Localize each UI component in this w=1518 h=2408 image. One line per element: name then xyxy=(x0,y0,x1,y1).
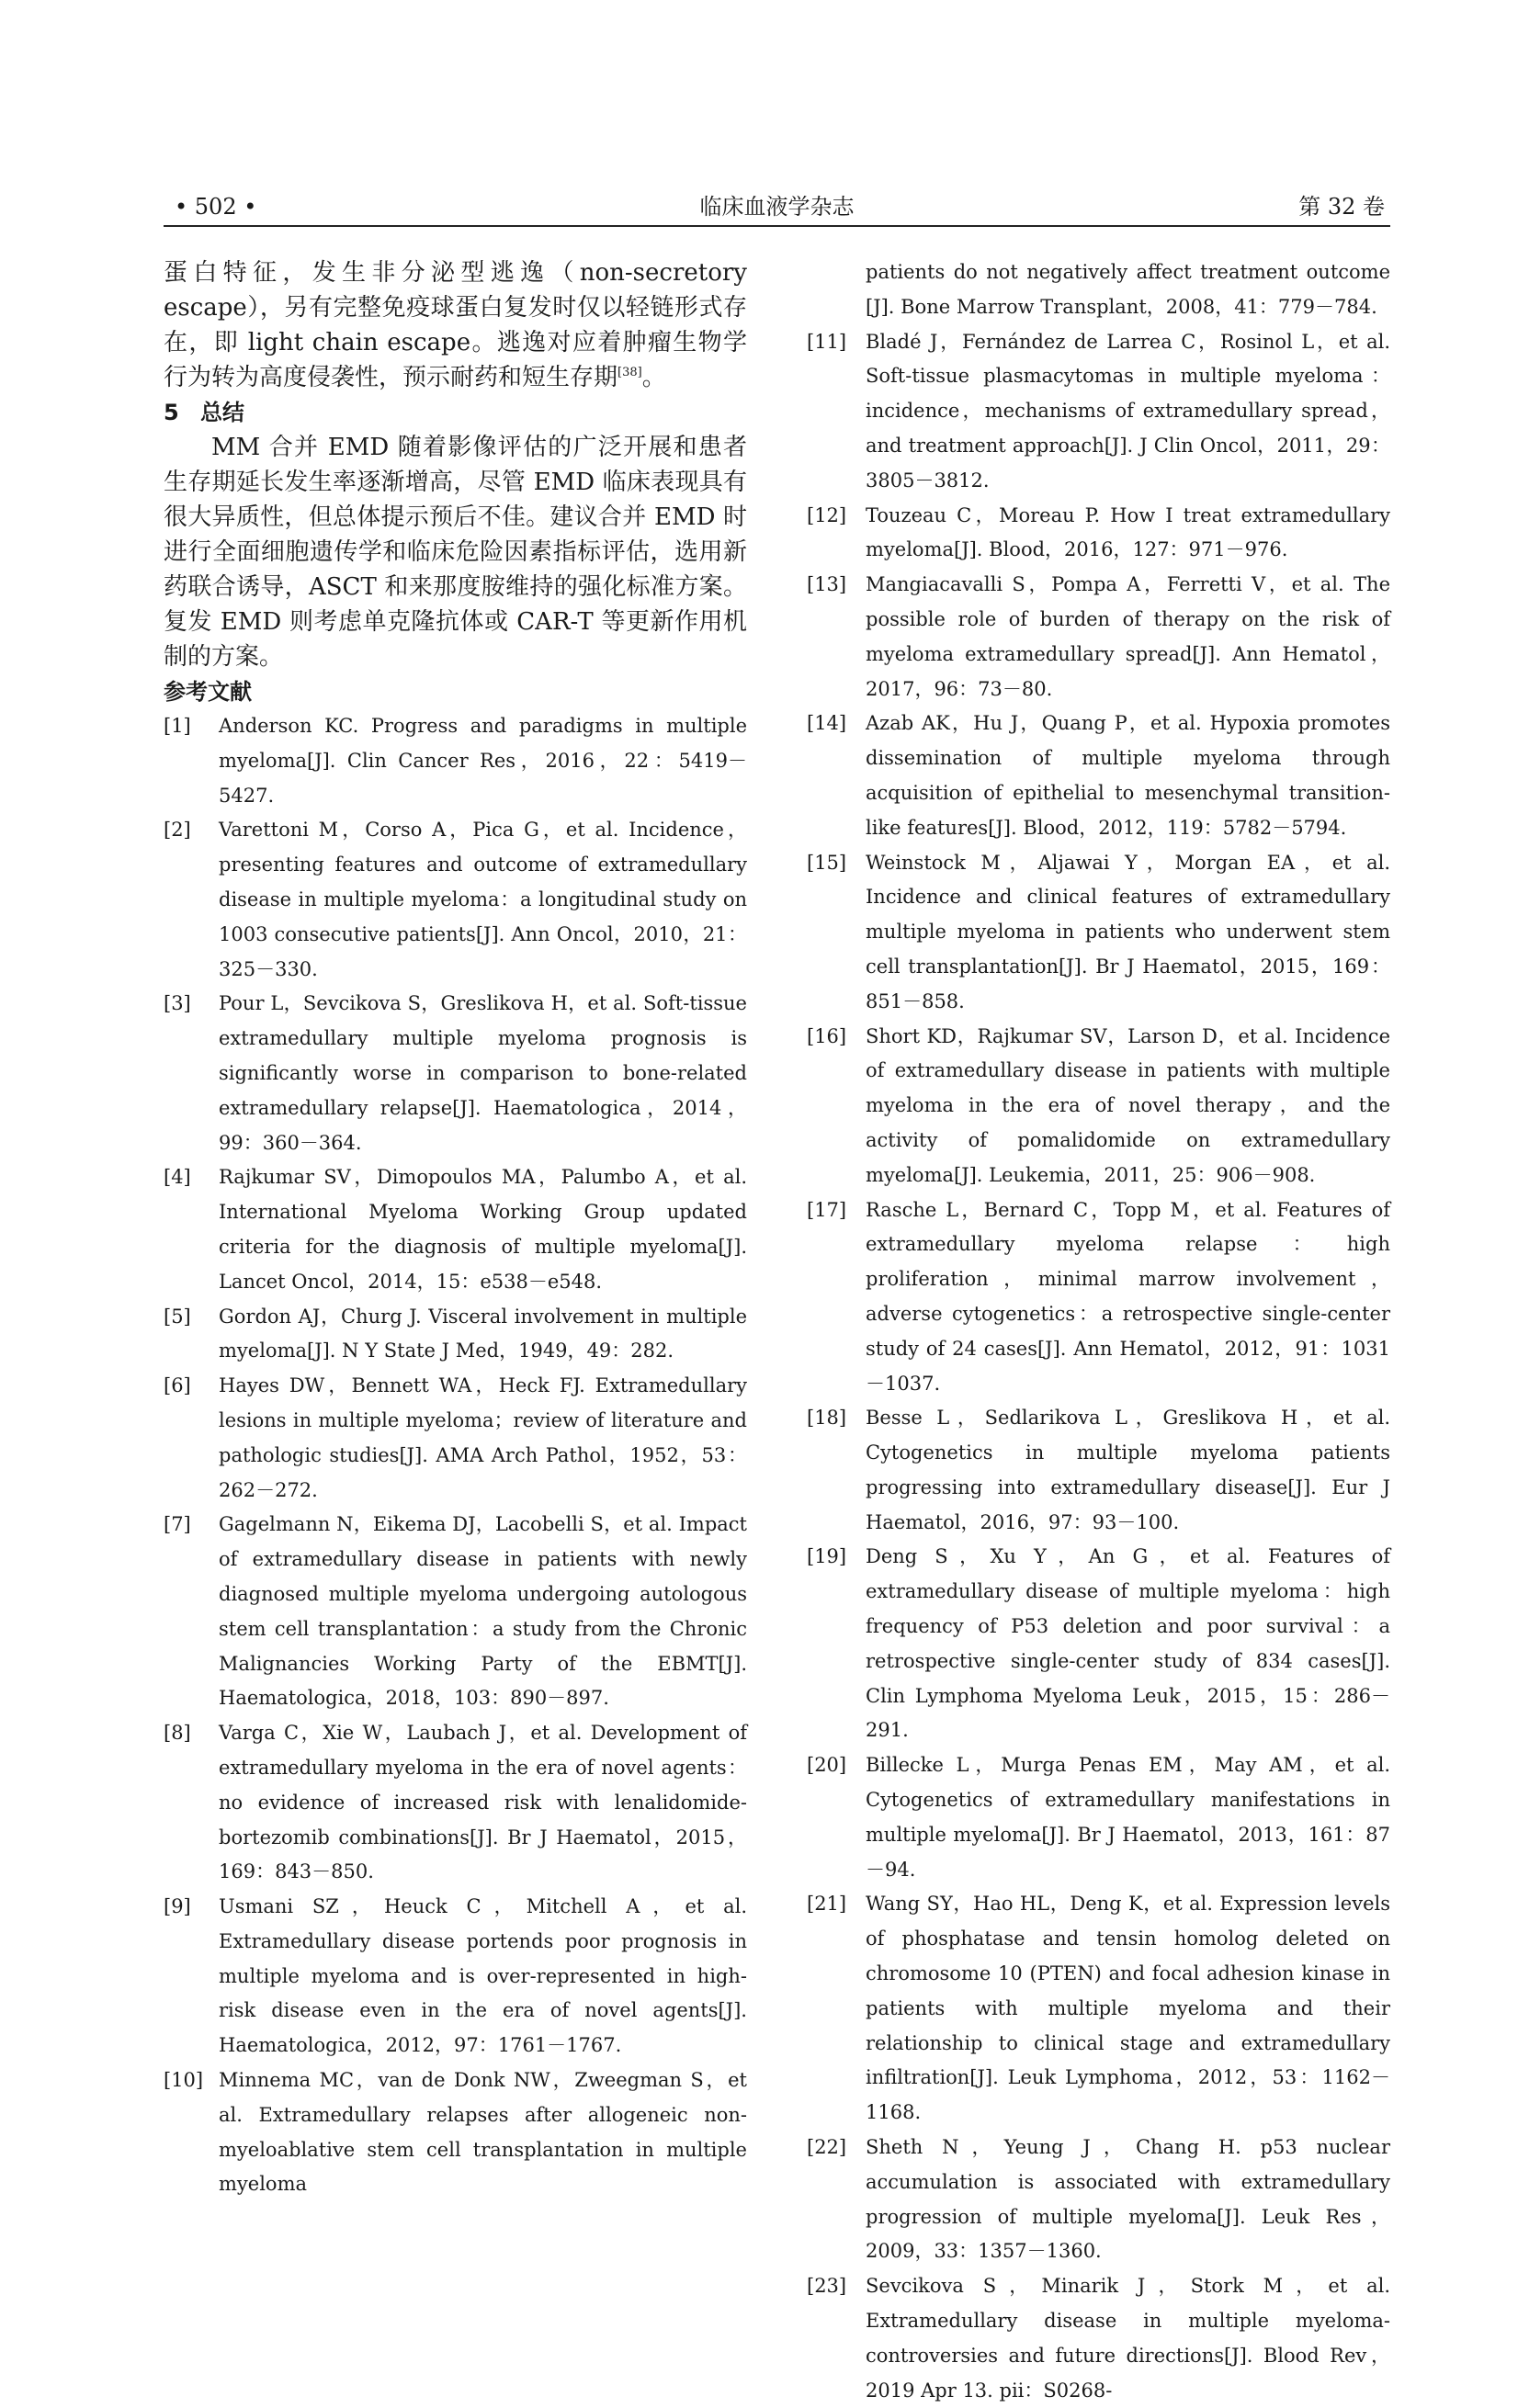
reference-text: Hayes DW，Bennett WA，Heck FJ. Extramedullary lesions in multiple myeloma；review of literature and pathologic studies[J]. AMA Arch Pathol，1952，53：262－272. xyxy=(219,1374,747,1501)
reference-text: Rajkumar SV，Dimopoulos MA，Palumbo A，et al. International Myeloma Working Group updated criteria for the diagnosis of multiple myeloma[J]. Lancet Oncol，2014，15：e538－e548. xyxy=(219,1166,747,1293)
reference-number: [19] xyxy=(807,1545,847,1568)
reference-text: Sheth N，Yeung J，Chang H. p53 nuclear accumulation is associated with extramedullary progression of multiple myeloma[J]. Leuk Res，2009，33：1357－1360. xyxy=(866,2136,1390,2263)
reference-text: Touzeau C，Moreau P. How I treat extramedullary myeloma[J]. Blood，2016，127：971－976. xyxy=(866,503,1390,561)
reference-text: Besse L，Sedlarikova L，Greslikova H，et al. Cytogenetics in multiple myeloma patients progressing into extramedullary disease[J]. Eur J Haematol，2016，97：93－100. xyxy=(866,1407,1390,1533)
summary-paragraph: MM 合并 EMD 随着影像评估的广泛开展和患者生存期延长发生率逐渐增高，尽管 EMD 临床表现具有很大异质性，但总体提示预后不佳。建议合并 EMD 时进行全面细胞遗传学和临床危险因素指标评估，选用新药联合诱导，ASCT 和来那度胺维持的强化标准方案。复发 EMD 则考虑单克隆抗体或 CAR-T 等更新作用机制的方案。 xyxy=(164,434,747,671)
section-title: 总结 xyxy=(200,400,244,425)
reference-number: [9] xyxy=(164,1895,191,1918)
reference-item xyxy=(164,1300,747,1370)
reference-text: Anderson KC. Progress and paradigms in multiple myeloma[J]. Clin Cancer Res，2016，22：5419－5427. xyxy=(219,715,747,807)
reference-text: Deng S，Xu Y，An G，et al. Features of extramedullary disease of multiple myeloma：high frequency of P53 deletion and poor survival：a retrospective single-center study of 834 cases[J]. Clin Lymphoma Myeloma Leuk，2015，15：286－291. xyxy=(866,1545,1390,1742)
reference-text: Varga C，Xie W，Laubach J，et al. Development of extramedullary myeloma in the era of novel agents：no evidence of increased risk with lenalidomide-bortezomib combinations[J]. Br J Haematol，2015，169：843－850. xyxy=(219,1722,747,1883)
reference-item xyxy=(164,987,747,1160)
section-heading xyxy=(164,395,747,430)
reference-number: [22] xyxy=(807,2136,847,2159)
reference-number: [8] xyxy=(164,1722,191,1745)
reference-number: [6] xyxy=(164,1374,191,1397)
reference-number: [23] xyxy=(807,2275,847,2298)
reference-item xyxy=(164,1890,747,2063)
reference-item xyxy=(807,1193,1390,1402)
reference-number: [3] xyxy=(164,992,191,1015)
reference-item xyxy=(807,1887,1390,2131)
references-list-left xyxy=(164,709,747,2202)
reference-text: Gordon AJ，Churg J. Visceral involvement in multiple myeloma[J]. N Y State J Med，1949，49：282. xyxy=(219,1305,747,1362)
citation-marker: [38] xyxy=(617,366,642,379)
reference-number: [20] xyxy=(807,1754,847,1777)
reference-text: Minnema MC，van de Donk NW，Zweegman S，et al. Extramedullary relapses after allogeneic non-myeloablative stem cell transplantation in multiple myeloma xyxy=(219,2069,747,2196)
reference-text: Short KD，Rajkumar SV，Larson D，et al. Incidence of extramedullary disease in patients with multiple myeloma in the era of novel therapy，and the activity of pomalidomide on extramedullary myeloma[J]. Leukemia，2011，25：906－908. xyxy=(866,1024,1390,1186)
reference-item xyxy=(807,846,1390,1020)
reference-text: Billecke L，Murga Penas EM，May AM，et al. Cytogenetics of extramedullary manifestations in multiple myeloma[J]. Br J Haematol，2013，161：87－94. xyxy=(866,1754,1390,1881)
reference-item xyxy=(164,1160,747,1299)
reference-item xyxy=(807,499,1390,569)
reference-number: [16] xyxy=(807,1024,847,1047)
left-column xyxy=(164,255,747,2196)
reference-text: Azab AK，Hu J，Quang P，et al. Hypoxia promotes dissemination of multiple myeloma through acquisition of epithelial to mesenchymal transition-like features[J]. Blood，2012，119：5782－5794. xyxy=(866,712,1390,839)
reference-item xyxy=(164,1508,747,1716)
references-list-right xyxy=(807,325,1390,2408)
volume-label: 第 32 卷 xyxy=(1298,194,1385,220)
reference-item xyxy=(164,2063,747,2202)
right-column xyxy=(807,255,1390,2402)
reference-number: [7] xyxy=(164,1513,191,1536)
reference-continuation: patients do not negatively affect treatment outcome [J]. Bone Marrow Transplant，2008，41：779－784. xyxy=(866,261,1390,318)
reference-number: [1] xyxy=(164,715,191,737)
reference-item xyxy=(807,1540,1390,1748)
reference-number: [10] xyxy=(164,2069,204,2092)
reference-item xyxy=(164,813,747,987)
reference-number: [14] xyxy=(807,712,847,735)
reference-item xyxy=(807,2269,1390,2408)
reference-item xyxy=(807,707,1390,845)
reference-number: [21] xyxy=(807,1893,847,1916)
reference-item xyxy=(807,1020,1390,1193)
journal-title: 临床血液学杂志 xyxy=(699,194,855,220)
reference-number: [2] xyxy=(164,819,191,842)
body-paragraph-continued: 蛋白特征，发生非分泌型逃逸（non-secretory escape），另有完整免疫球蛋白复发时仅以轻链形式存在，即 light chain escape。逃逸对应着肿瘤生物学行为转为高度侵袭性，预示耐药和短生存期[38]。 xyxy=(164,259,747,391)
reference-number: [11] xyxy=(807,330,847,353)
reference-number: [15] xyxy=(807,851,847,874)
reference-item xyxy=(807,2131,1390,2269)
reference-text: Sevcikova S，Minarik J，Stork M，et al. Extramedullary disease in multiple myeloma-controversies and future directions[J]. Blood Rev，2019 Apr 13. pii：S0268- xyxy=(866,2275,1390,2402)
reference-number: [13] xyxy=(807,573,847,596)
reference-text: Wang SY，Hao HL，Deng K，et al. Expression levels of phosphatase and tensin homolog deleted on chromosome 10 (PTEN) and focal adhesion kinase in patients with multiple myeloma and their relationship to clinical stage and extramedullary infiltration[J]. Leuk Lymphoma，2012，53：1162－1168. xyxy=(866,1893,1390,2124)
reference-item xyxy=(807,325,1390,499)
reference-number: [5] xyxy=(164,1305,191,1328)
reference-text: Mangiacavalli S，Pompa A，Ferretti V，et al. The possible role of burden of therapy on the risk of myeloma extramedullary spread[J]. Ann Hematol，2017，96：73－80. xyxy=(866,573,1390,700)
reference-text: Varettoni M，Corso A，Pica G，et al. Incidence，presenting features and outcome of extramedullary disease in multiple myeloma：a longitudinal study on 1003 consecutive patients[J]. Ann Oncol，2010，21：325－330. xyxy=(219,819,747,980)
reference-text: Pour L，Sevcikova S，Greslikova H，et al. Soft-tissue extramedullary multiple myeloma prognosis is significantly worse in comparison to bone-related extramedullary relapse[J]. Haematologica，2014，99：360－364. xyxy=(219,992,747,1154)
reference-number: [4] xyxy=(164,1166,191,1189)
reference-item xyxy=(164,1716,747,1890)
reference-number: [18] xyxy=(807,1407,847,1430)
reference-item xyxy=(164,1369,747,1508)
reference-item xyxy=(164,709,747,813)
page-header xyxy=(164,188,1390,227)
reference-number: [17] xyxy=(807,1198,847,1221)
reference-number: [12] xyxy=(807,503,847,526)
reference-text: Gagelmann N，Eikema DJ，Lacobelli S，et al. Impact of extramedullary disease in patients with newly diagnosed multiple myeloma undergoing autologous stem cell transplantation：a study from the Chronic Malignancies Working Party of the EBMT[J]. Haematologica，2018，103：890－897. xyxy=(219,1513,747,1710)
page-number: • 502 • xyxy=(175,194,257,220)
reference-item xyxy=(807,1401,1390,1540)
reference-text: Bladé J，Fernández de Larrea C，Rosinol L，et al. Soft-tissue plasmacytomas in multiple myeloma：incidence，mechanisms of extramedullary spread，and treatment approach[J]. J Clin Oncol，2011，29：3805－3812. xyxy=(866,330,1390,492)
reference-text: Weinstock M，Aljawai Y，Morgan EA，et al. Incidence and clinical features of extramedullary multiple myeloma in patients who underwent stem cell transplantation[J]. Br J Haematol，2015，169：851－858. xyxy=(866,851,1390,1012)
reference-item xyxy=(807,568,1390,707)
section-number: 5 xyxy=(164,400,179,425)
reference-item xyxy=(807,1748,1390,1887)
references-heading: 参考文献 xyxy=(164,679,252,705)
reference-text: Usmani SZ，Heuck C，Mitchell A，et al. Extramedullary disease portends poor prognosis in multiple myeloma and is over-represented in high-risk disease even in the era of novel agents[J]. Haematologica，2012，97：1761－1767. xyxy=(219,1895,747,2057)
reference-text: Rasche L，Bernard C，Topp M，et al. Features of extramedullary myeloma relapse：high proliferation，minimal marrow involvement，adverse cytogenetics：a retrospective single-center study of 24 cases[J]. Ann Hematol，2012，91：1031－1037. xyxy=(866,1198,1390,1395)
